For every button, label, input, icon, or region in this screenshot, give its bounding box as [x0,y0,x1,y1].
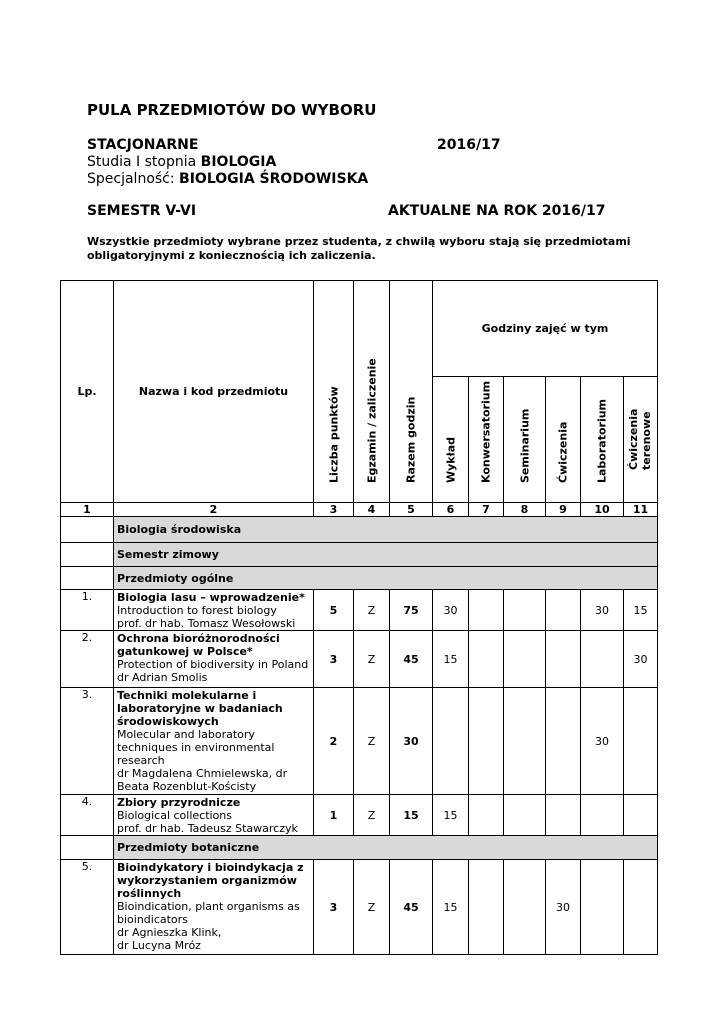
col-exercises: Ćwiczenia [546,377,581,503]
col-num: 5 [390,503,433,517]
row-points: 1 [314,795,354,836]
row-seminar [504,860,546,955]
col-field: Ćwiczenia terenowe [624,377,658,503]
row-subject: Techniki molekularne i laboratoryjne w badaniach środowiskowych Molecular and laboratory techniques in environmental research dr Magdalena Chmielewska, dr Beata Rozenblut-Kościsty [114,688,314,795]
row-points: 3 [314,631,354,688]
row-exam: Z [354,631,390,688]
col-exam: Egzamin / zaliczenie [354,281,390,503]
section-row [61,543,658,567]
row-field [624,860,658,955]
row-exercises [546,631,581,688]
courses-table [60,280,658,955]
row-field [624,795,658,836]
col-lp: Lp. [61,281,114,503]
row-subject: Zbiory przyrodnicze Biological collections prof. dr hab. Tadeusz Stawarczyk [114,795,314,836]
col-num: 6 [433,503,469,517]
column-numbers-row [61,503,658,517]
row-hours: 45 [390,631,433,688]
row-field [624,688,658,795]
row-exercises [546,590,581,631]
col-conv: Konwersatorium [469,377,504,503]
row-field: 30 [624,631,658,688]
col-num: 3 [314,503,354,517]
section-label: Biologia środowiska [114,517,658,543]
row-subject: Bioindykatory i bioindykacja z wykorzystaniem organizmów roślinnych Bioindication, plant organisms as bioindicators dr Agnieszka Klink, dr Lucyna Mróz [114,860,314,955]
row-exercises [546,688,581,795]
section-row [61,836,658,860]
table-row [61,795,658,836]
section-row [61,517,658,543]
row-hours: 30 [390,688,433,795]
row-exam: Z [354,688,390,795]
row-exam: Z [354,590,390,631]
row-exam: Z [354,795,390,836]
current-year-label: AKTUALNE NA ROK 2016/17 [388,203,606,219]
table-row [61,590,658,631]
row-subject: Ochrona bioróżnorodności gatunkowej w Polsce* Protection of biodiversity in Poland dr Adrian Smolis [114,631,314,688]
col-num: 4 [354,503,390,517]
studies-line: Studia I stopnia BIOLOGIA [87,154,277,170]
row-lecture [433,688,469,795]
row-lecture: 15 [433,795,469,836]
row-exam: Z [354,860,390,955]
study-mode: STACJONARNE [87,137,199,153]
col-lecture: Wykład [433,377,469,503]
col-num: 1 [61,503,114,517]
row-points: 2 [314,688,354,795]
row-lp: 2. [61,631,114,688]
col-num: 8 [504,503,546,517]
row-lecture: 30 [433,590,469,631]
row-lp: 4. [61,795,114,836]
section-label: Przedmioty ogólne [114,567,658,590]
col-points: Liczba punktów [314,281,354,503]
row-field: 15 [624,590,658,631]
col-num: 9 [546,503,581,517]
row-lp: 5. [61,860,114,955]
row-subject: Biologia lasu – wprowadzenie* Introduction to forest biology prof. dr hab. Tomasz Wesołowski [114,590,314,631]
row-lecture: 15 [433,860,469,955]
row-points: 3 [314,860,354,955]
row-seminar [504,795,546,836]
section-label: Przedmioty botaniczne [114,836,658,860]
col-num: 7 [469,503,504,517]
selection-note: Wszystkie przedmioty wybrane przez studenta, z chwilą wyboru stają się przedmiotami obligatoryjnymi z koniecznością ich zaliczenia. [87,235,631,262]
row-points: 5 [314,590,354,631]
section-row [61,567,658,590]
col-seminar: Seminarium [504,377,546,503]
row-seminar [504,631,546,688]
row-lab [581,631,624,688]
row-conv [469,688,504,795]
col-name: Nazwa i kod przedmiotu [114,281,314,503]
row-hours: 45 [390,860,433,955]
row-exercises: 30 [546,860,581,955]
row-lp: 3. [61,688,114,795]
col-group-hours: Godziny zajęć w tym [433,281,658,377]
row-lab [581,860,624,955]
row-lab: 30 [581,688,624,795]
row-conv [469,795,504,836]
row-lp: 1. [61,590,114,631]
section-label: Semestr zimowy [114,543,658,567]
row-conv [469,860,504,955]
col-num: 11 [624,503,658,517]
row-hours: 75 [390,590,433,631]
col-hours: Razem godzin [390,281,433,503]
row-seminar [504,688,546,795]
row-lab: 30 [581,590,624,631]
row-exercises [546,795,581,836]
semester-label: SEMESTR V-VI [87,203,197,219]
academic-year: 2016/17 [437,137,501,153]
table-row [61,631,658,688]
col-lab: Laboratorium [581,377,624,503]
page-title: PULA PRZEDMIOTÓW DO WYBORU [87,101,377,119]
row-lecture: 15 [433,631,469,688]
row-lab [581,795,624,836]
table-row [61,688,658,795]
table-row [61,860,658,955]
row-conv [469,631,504,688]
col-num: 2 [114,503,314,517]
header-row-1 [61,281,658,377]
row-seminar [504,590,546,631]
col-num: 10 [581,503,624,517]
specialty-line: Specjalność: BIOLOGIA ŚRODOWISKA [87,171,369,187]
row-conv [469,590,504,631]
row-hours: 15 [390,795,433,836]
